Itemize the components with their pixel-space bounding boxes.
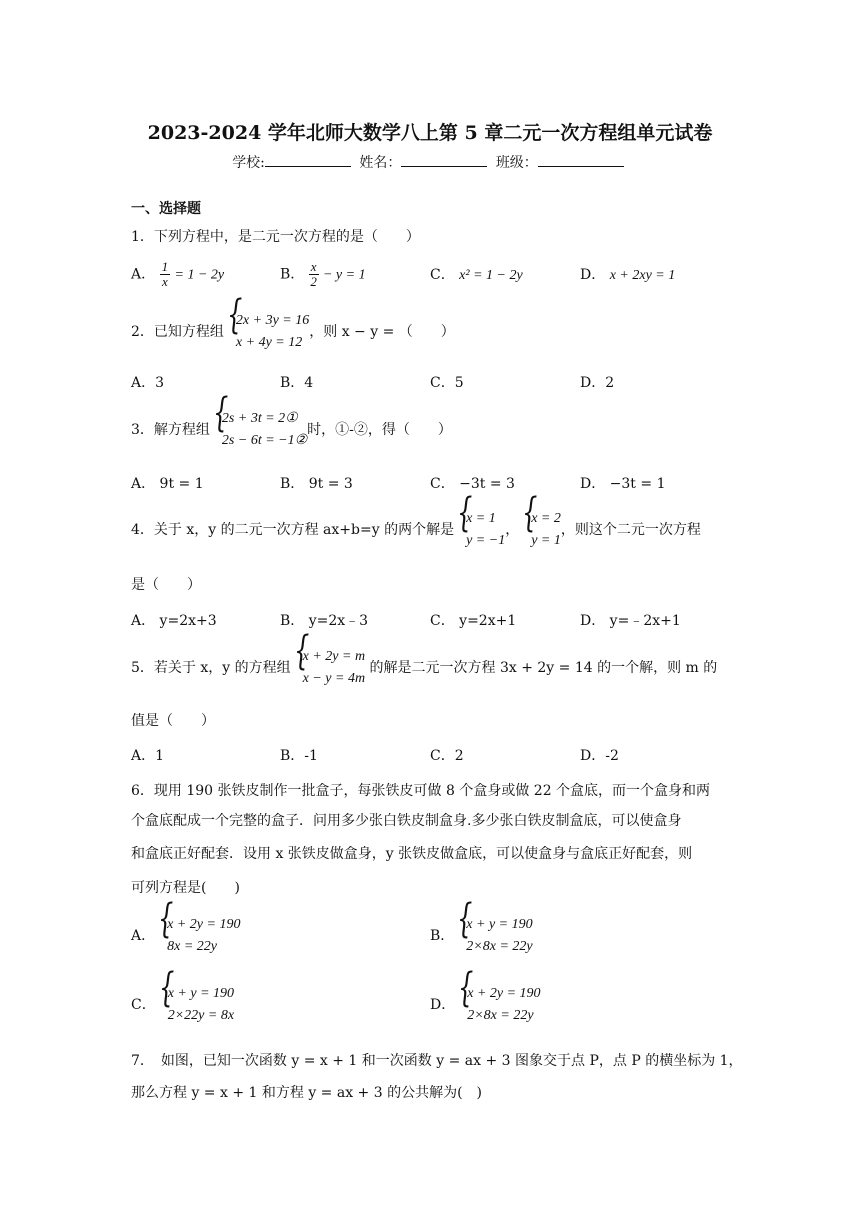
q5-option-c: C．2 — [430, 748, 464, 764]
q3-option-c: C． −3t = 3 — [430, 476, 515, 492]
q1-c-expr: x² = 1 − 2y — [459, 268, 523, 283]
q6-c-label: C． — [131, 997, 156, 1013]
q1-c-label: C． — [430, 267, 455, 283]
question-6-line-1: 6．现用 190 张铁皮制作一批盒子，每张铁皮可做 8 个盒身或做 22 个盒底，而一个盒身和两 — [131, 783, 711, 799]
q3-eq2: 2s − 6t = −1② — [221, 433, 308, 448]
question-4-stem: 4．关于 x，y 的二元一次方程 ax+b=y 的两个解是 { x = 1 y = −1 ， { x = 2 y = 1 ，则这个二元一次方程 — [131, 508, 701, 552]
q1-a-num: 1 — [161, 259, 169, 274]
q5-option-d: D．-2 — [580, 748, 619, 764]
q3-stem-text: 3．解方程组 — [131, 422, 210, 438]
name-blank[interactable] — [401, 154, 487, 167]
question-2-stem — [131, 310, 455, 354]
q3-option-d: D． −3t = 1 — [580, 476, 666, 492]
q4-s2-x: { x = 2 — [531, 511, 561, 526]
q2-stem-text: 2．已知方程组 — [131, 324, 224, 340]
q6-a-label: A． — [131, 928, 156, 944]
q6-a-eq1: { x + 2y = 190 — [167, 917, 241, 932]
q4-line-2: 是（ ） — [131, 577, 201, 593]
q4-s2-y: y = 1 — [531, 533, 561, 548]
q1-b-num: x — [310, 259, 317, 274]
q5-option-a: A．1 — [131, 748, 165, 764]
q6-b-system — [454, 914, 532, 958]
page-title: 2023-2024 学年北师大数学八上第 5 章二元一次方程组单元试卷 — [147, 122, 713, 144]
q6-c-system — [156, 983, 234, 1027]
q6-d-system — [455, 983, 540, 1027]
student-info — [0, 152, 860, 172]
q2-system — [224, 310, 309, 354]
q3-option-a: A． 9t = 1 — [131, 476, 204, 492]
q1-a-rest: = 1 − 2y — [174, 267, 225, 283]
q3-tail: 时，①-②，得（ ） — [307, 422, 452, 438]
q6-b-label: B． — [430, 928, 455, 944]
q5-eq1: { x + 2y = m — [302, 649, 366, 664]
question-5-stem — [131, 646, 717, 690]
q6-d-eq2: 2×8x = 22y — [467, 1008, 534, 1023]
q4-option-b: B． y=2x﹣3 — [280, 613, 369, 629]
q6-a-system — [155, 914, 240, 958]
q1-a-label: A． — [131, 266, 156, 283]
q2-option-b: B．4 — [280, 375, 314, 391]
class-blank[interactable] — [538, 154, 624, 167]
question-7-line-1: 7． 如图，已知一次函数 y = x + 1 和一次函数 y = ax + 3 图象交于点 P，点 P 的横坐标为 1， — [131, 1053, 743, 1069]
q1-option-b — [280, 260, 366, 289]
q4-option-c: C． y=2x+1 — [430, 613, 517, 629]
q6-b-eq2: 2×8x = 22y — [466, 939, 533, 954]
q3-option-b: B． 9t = 3 — [280, 476, 353, 492]
section-heading: 一、选择题 — [131, 201, 201, 217]
question-3-stem — [131, 408, 452, 452]
q2-option-c: C．5 — [430, 375, 464, 391]
q1-a-fraction — [160, 260, 171, 289]
q4-tail: ，则这个二元一次方程 — [560, 522, 701, 538]
q1-b-fraction — [309, 260, 319, 289]
q5-line-2: 值是（ ） — [131, 713, 215, 729]
question-6-line-4: 可列方程是( ) — [131, 880, 240, 896]
q6-c-eq2: 2×22y = 8x — [167, 1008, 235, 1023]
q6-c-eq1: { x + y = 190 — [167, 986, 235, 1001]
q6-d-eq1: { x + 2y = 190 — [467, 986, 541, 1001]
q1-b-den: 2 — [310, 274, 317, 289]
q1-a-den: x — [161, 274, 168, 289]
q1-d-label: D． — [580, 267, 606, 283]
q1-b-label: B． — [280, 266, 305, 283]
class-label: 班级： — [495, 155, 538, 171]
q6-b-eq1: { x + y = 190 — [466, 917, 533, 932]
q1-option-d — [580, 264, 675, 284]
question-1-stem: 1．下列方程中，是二元一次方程的是（ ） — [131, 229, 420, 245]
q1-option-a — [131, 260, 224, 289]
q2-tail: ，则 x − y = （ ） — [309, 324, 455, 340]
school-label: 学校: — [232, 155, 265, 171]
question-7-line-2: 那么方程 y = x + 1 和方程 y = ax + 3 的公共解为( ) — [131, 1085, 483, 1101]
q5-system — [291, 646, 365, 690]
school-blank[interactable] — [265, 154, 351, 167]
q6-option-a — [131, 914, 240, 958]
q6-a-eq2: 8x = 22y — [167, 939, 217, 954]
q4-s1-y: y = −1 — [466, 533, 506, 548]
q5-tail: 的解是二元一次方程 3x + 2y = 14 的一个解，则 m 的 — [365, 660, 718, 676]
q6-option-d — [430, 983, 541, 1027]
question-6-line-3: 和盒底正好配套．设用 x 张铁皮做盒身，y 张铁皮做盒底，可以使盒身与盒底正好配套，则 — [131, 846, 693, 862]
q4-s1-x: { x = 1 — [466, 511, 496, 526]
q5-stem-text: 5．若关于 x，y 的方程组 — [131, 660, 291, 676]
q4-solution-2 — [519, 508, 561, 552]
q5-eq2: x − y = 4m — [302, 671, 366, 686]
q6-d-label: D． — [430, 997, 456, 1013]
q2-eq2: x + 4y = 12 — [235, 335, 303, 350]
q2-eq1: { 2x + 3y = 16 — [235, 313, 310, 328]
q6-option-c — [131, 983, 234, 1027]
q1-option-c — [430, 264, 523, 284]
q4-option-d: D． y=﹣2x+1 — [580, 613, 681, 629]
q3-system — [210, 408, 307, 452]
question-6-line-2: 个盒底配成一个完整的盒子．问用多少张白铁皮制盒身.多少张白铁皮制盒底，可以使盒身 — [131, 813, 682, 829]
q4-solution-1 — [454, 508, 505, 552]
q4-option-a: A． y=2x+3 — [131, 613, 217, 629]
q2-option-a: A．3 — [131, 375, 165, 391]
q1-d-expr: x + 2xy = 1 — [609, 268, 676, 283]
q3-eq1: { 2s + 3t = 2① — [221, 411, 298, 426]
q2-option-d: D．2 — [580, 375, 615, 391]
q6-option-b — [430, 914, 533, 958]
name-label: 姓名： — [359, 155, 402, 171]
q1-b-rest: − y = 1 — [322, 267, 366, 283]
q4-stem-text: 4．关于 x，y 的二元一次方程 ax+b=y 的两个解是 — [131, 522, 455, 538]
q5-option-b: B．-1 — [280, 748, 318, 764]
